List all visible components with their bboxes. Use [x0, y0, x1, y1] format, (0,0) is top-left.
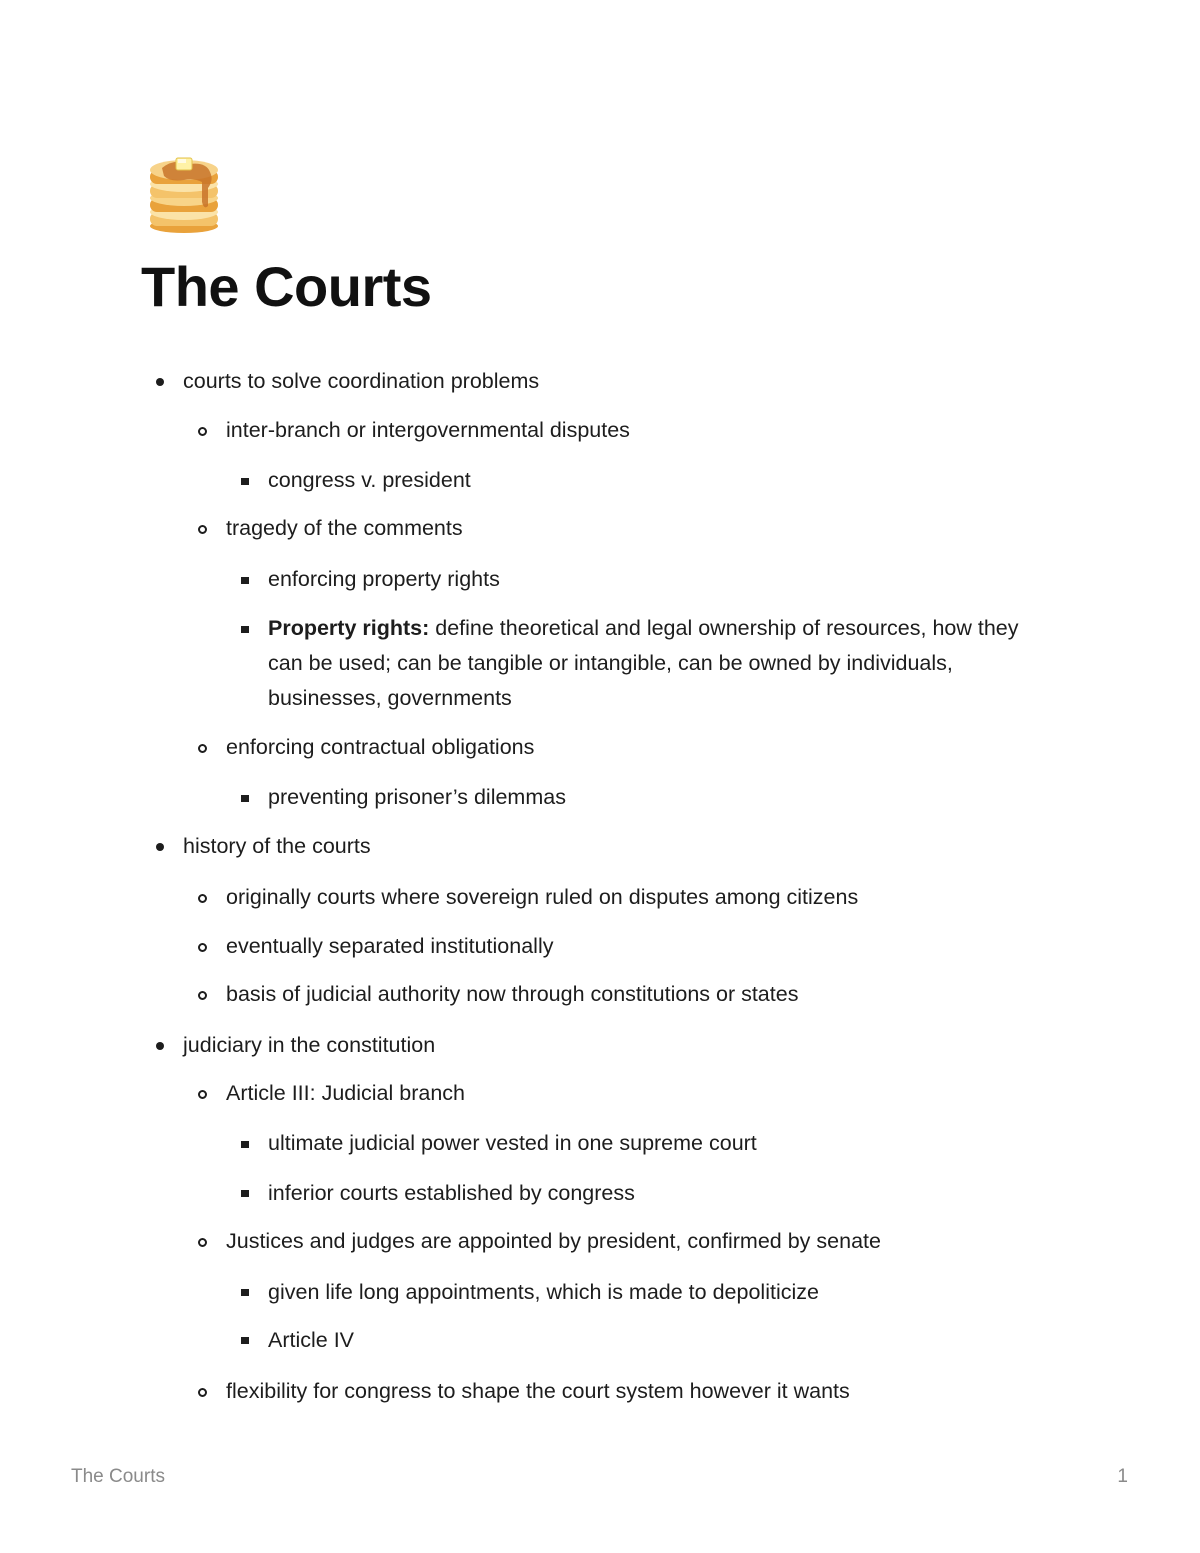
- bullet-circle: [198, 1388, 207, 1397]
- page-number: 1: [1117, 1466, 1128, 1487]
- bullet-circle: [198, 525, 207, 534]
- bullet-square: [241, 795, 249, 802]
- pancakes-icon: [144, 152, 228, 236]
- bullet-square: [241, 626, 249, 633]
- bullet-circle: [198, 1090, 207, 1099]
- bullet-square: [241, 1337, 249, 1344]
- bullet-square: [241, 1141, 249, 1148]
- page-title: The Courts: [141, 255, 432, 318]
- list-item: inter-branch or intergovernmental disputes: [226, 418, 630, 442]
- bullet-circle: [198, 894, 207, 903]
- list-item: tragedy of the comments: [226, 516, 463, 540]
- list-item: originally courts where sovereign ruled on disputes among citizens: [226, 885, 859, 909]
- list-item: given life long appointments, which is made to depoliticize: [268, 1280, 819, 1304]
- bullet-square: [241, 1289, 249, 1296]
- bullet-disc: [156, 378, 164, 386]
- term-label: Property rights:: [268, 616, 430, 640]
- list-item: enforcing contractual obligations: [226, 735, 535, 759]
- list-item: Article III: Judicial branch: [226, 1081, 465, 1105]
- bullet-square: [241, 1190, 249, 1197]
- list-item: ultimate judicial power vested in one supreme court: [268, 1131, 757, 1155]
- list-item: judiciary in the constitution: [183, 1033, 436, 1057]
- bullet-circle: [198, 744, 207, 753]
- list-item: enforcing property rights: [268, 567, 500, 591]
- list-item: courts to solve coordination problems: [183, 369, 540, 393]
- list-item: flexibility for congress to shape the court system however it wants: [226, 1379, 850, 1403]
- bullet-square: [241, 478, 249, 485]
- list-item: basis of judicial authority now through constitutions or states: [226, 982, 799, 1006]
- footer-title: The Courts: [71, 1466, 165, 1487]
- bullet-circle: [198, 943, 207, 952]
- bullet-circle: [198, 991, 207, 1000]
- bullet-disc: [156, 843, 164, 851]
- list-item: congress v. president: [268, 468, 471, 492]
- list-item: history of the courts: [183, 834, 371, 858]
- list-item: inferior courts established by congress: [268, 1181, 635, 1205]
- bullet-disc: [156, 1042, 164, 1050]
- list-item: Article IV: [268, 1328, 355, 1352]
- bullet-circle: [198, 1238, 207, 1247]
- list-item: preventing prisoner’s dilemmas: [268, 785, 566, 809]
- bullet-circle: [198, 427, 207, 436]
- list-item: Justices and judges are appointed by president, confirmed by senate: [226, 1229, 881, 1253]
- list-item: [268, 611, 1050, 716]
- list-item: eventually separated institutionally: [226, 934, 554, 958]
- bullet-square: [241, 577, 249, 584]
- term-definition: define theoretical and legal ownership of resources, how they can be used; can be tangible or intangible, can be owned by individuals, businesses, governments: [268, 616, 1019, 710]
